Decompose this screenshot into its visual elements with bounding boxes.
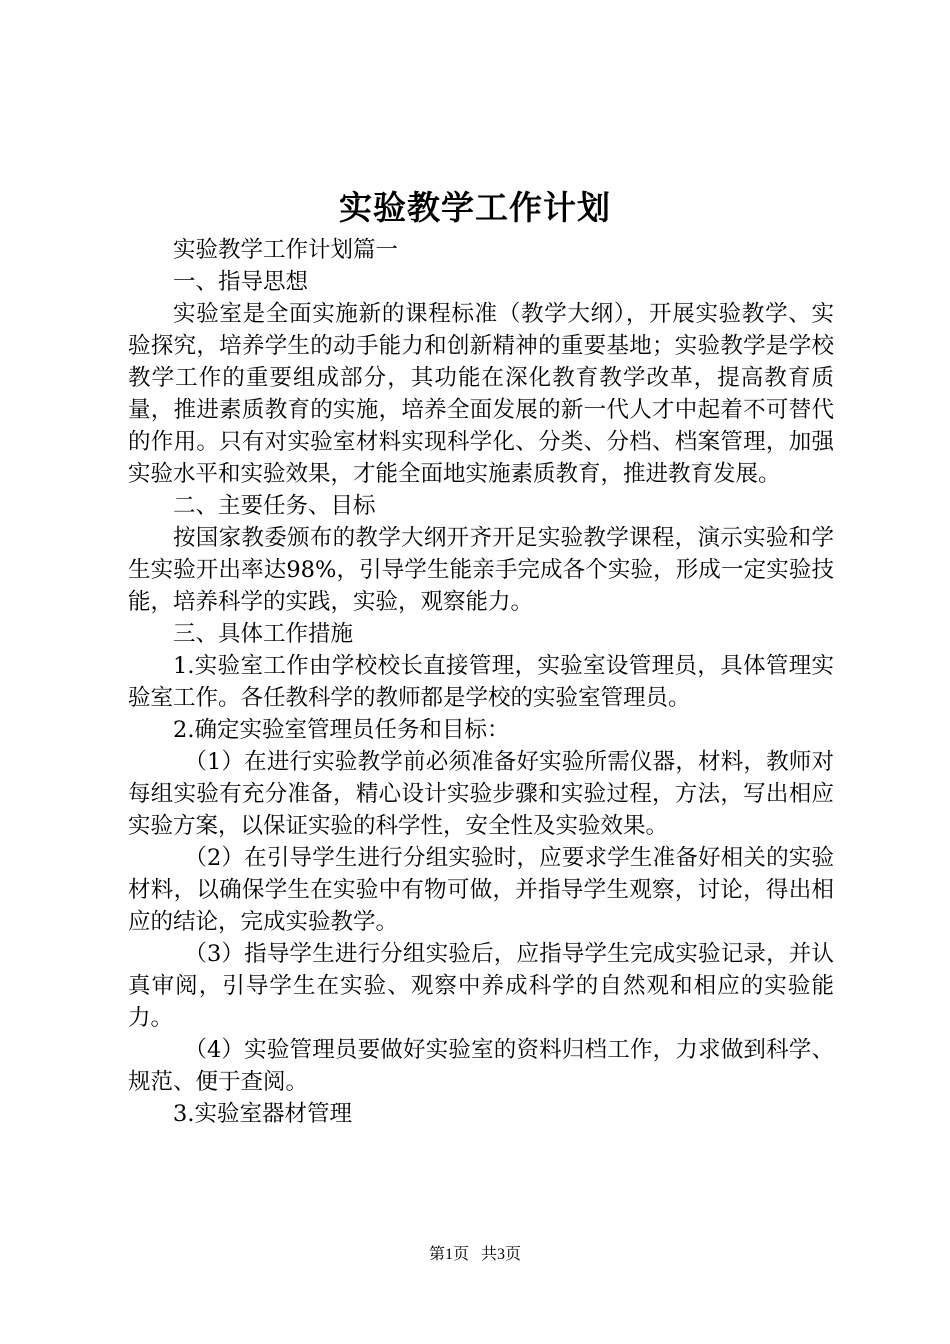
document-body: [128, 234, 834, 1130]
subsection-heading: 一、指导思想: [173, 269, 309, 295]
sub-item: （3）指导学生进行分组实验后，应指导学生完成实验记录，并认真审阅，引导学生在实验、观察中养成科学的自然观和相应的实验能力。: [128, 941, 834, 1031]
sub-item: （4）实验管理员要做好实验室的资料归档工作，力求做到科学、规范、便于查阅。: [128, 1037, 834, 1095]
body-paragraph: 按国家教委颁布的教学大纲开齐开足实验教学课程，演示实验和学生实验开出率达98%，引导学生能亲手完成各个实验，形成一定实验技能，培养科学的实践，实验，观察能力。: [128, 525, 834, 615]
subsection-heading: 三、具体工作措施: [173, 621, 354, 647]
numbered-item: 1.实验室工作由学校校长直接管理，实验室设管理员，具体管理实验室工作。各任教科学的教师都是学校的实验室管理员。: [128, 653, 834, 711]
page-total: 共3页: [481, 1246, 522, 1263]
page-number: 第1页: [428, 1246, 469, 1263]
sub-item: （2）在引导学生进行分组实验时，应要求学生准备好相关的实验材料，以确保学生在实验中有物可做，并指导学生观察，讨论，得出相应的结论，完成实验教学。: [128, 845, 834, 935]
document-title: 实验教学工作计划: [339, 188, 611, 227]
body-paragraph: 实验室是全面实施新的课程标准（教学大纲），开展实验教学、实验探究，培养学生的动手能力和创新精神的重要基地；实验教学是学校教学工作的重要组成部分，其功能在深化教育教学改革，提高教育质量，推进素质教育的实施，培养全面发展的新一代人才中起着不可替代的作用。只有对实验室材料实现科学化、分类、分档、档案管理，加强实验水平和实验效果，才能全面地实施素质教育，推进教育发展。: [128, 301, 834, 487]
page-footer: [0, 1244, 950, 1266]
numbered-item: 2.确定实验室管理员任务和目标：: [173, 717, 510, 743]
numbered-item: 3.实验室器材管理: [173, 1101, 352, 1127]
sub-item: （1）在进行实验教学前必须准备好实验所需仪器，材料，教师对每组实验有充分准备，精心设计实验步骤和实验过程，方法，写出相应实验方案，以保证实验的科学性，安全性及实验效果。: [128, 749, 834, 839]
section-heading: 实验教学工作计划篇一: [173, 237, 399, 263]
subsection-heading: 二、主要任务、目标: [173, 493, 376, 519]
